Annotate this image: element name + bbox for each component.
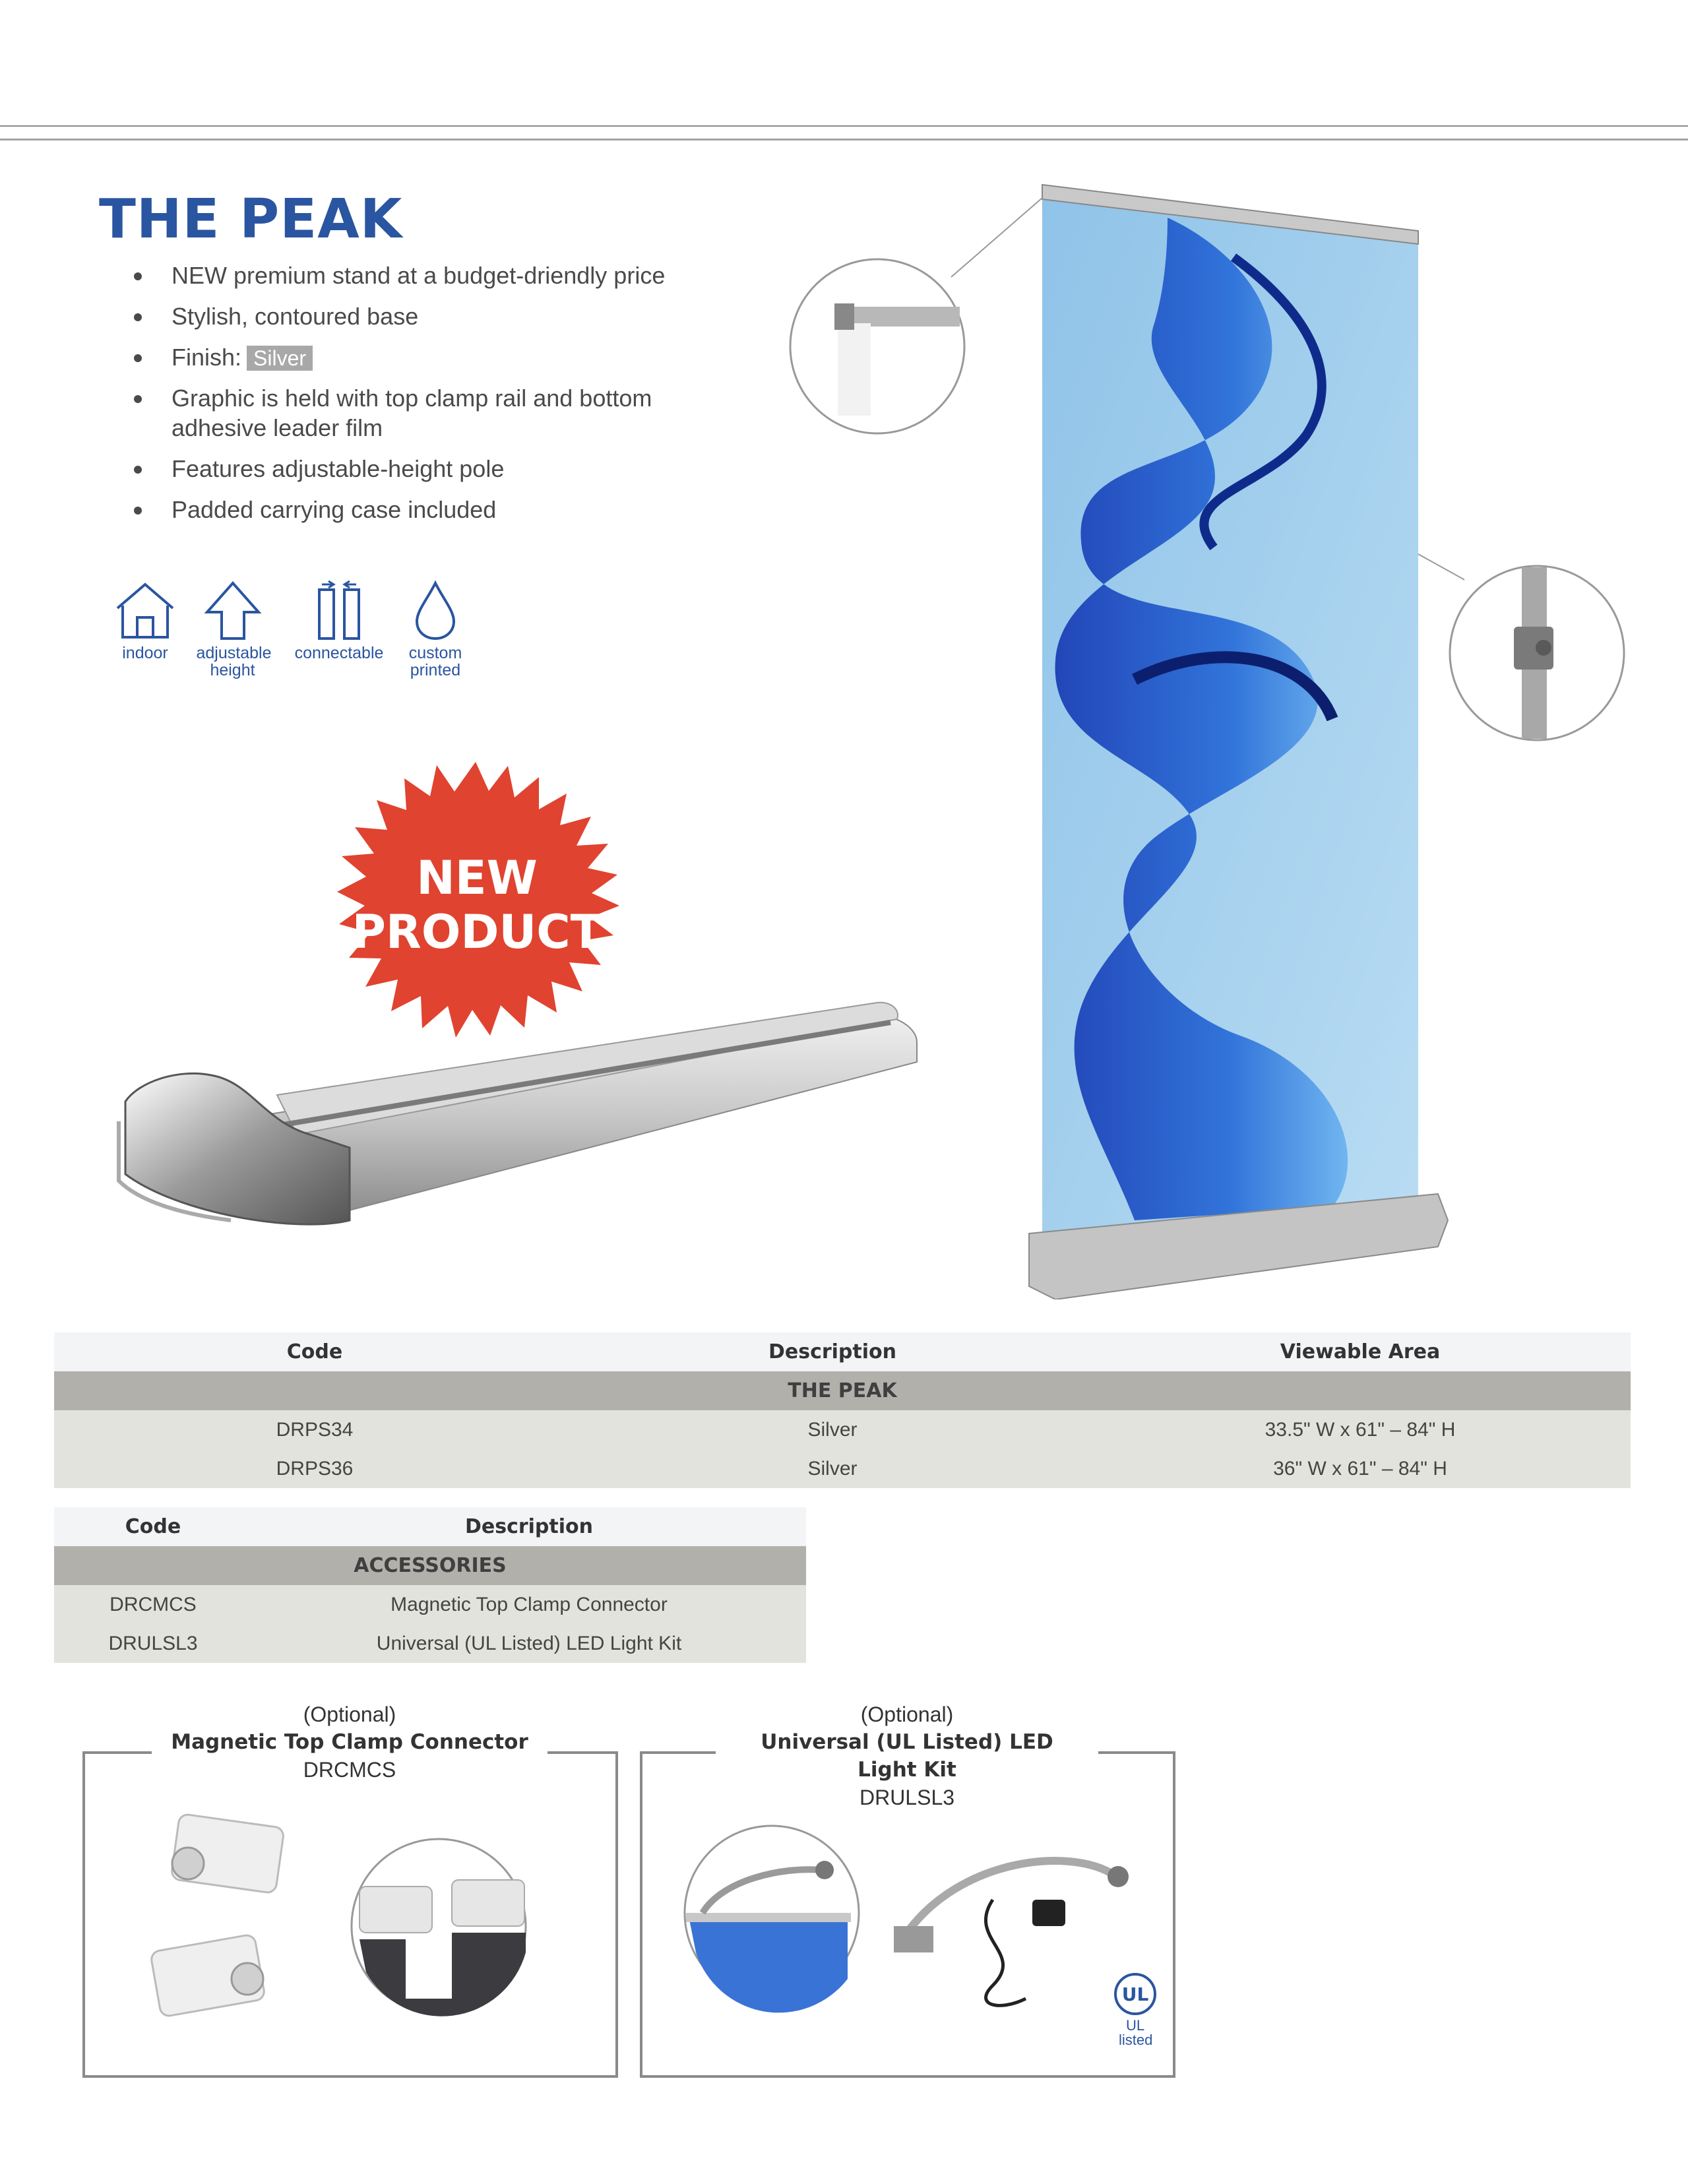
table-row: DRCMCS Magnetic Top Clamp Connector [54, 1585, 806, 1624]
feature-custom-printed: custom printed [396, 579, 475, 679]
table-row: DRPS36 Silver 36" W x 61" – 84" H [54, 1449, 1631, 1488]
finish-chip: Silver [247, 346, 313, 371]
main-spec-table [54, 1332, 1631, 1488]
table-row: DRULSL3 Universal (UL Listed) LED Light Kit [54, 1624, 806, 1663]
badge-line-2: PRODUCT [352, 905, 602, 959]
product-title: THE PEAK [99, 188, 403, 251]
pole-detail-circle [1448, 564, 1626, 742]
ul-listed-badge: UL UL listed [1110, 1972, 1160, 2047]
house-icon [112, 579, 178, 642]
optional-clamp-caption: (Optional) Magnetic Top Clamp Connector DRCMCS [152, 1700, 547, 1784]
feature-bullets [132, 261, 739, 536]
header-description: Description [464, 1515, 594, 1538]
drop-icon [409, 579, 462, 642]
table-section-row [54, 1371, 1631, 1410]
stand-base-image [99, 963, 923, 1253]
top-rule-1 [0, 125, 1688, 127]
header-code: Code [125, 1515, 181, 1538]
up-arrow-icon [203, 579, 263, 642]
badge-line-1: NEW [416, 851, 538, 905]
accessories-table [54, 1507, 806, 1663]
led-light-kit-image [683, 1821, 1171, 2018]
header-description: Description [768, 1340, 897, 1363]
bullet-item: Stylish, contoured base [132, 301, 739, 331]
table-row: DRPS34 Silver 33.5" W x 61" – 84" H [54, 1410, 1631, 1449]
connect-icon [313, 579, 365, 642]
bullet-item: Features adjustable-height pole [132, 454, 739, 484]
table-section-row [54, 1546, 806, 1585]
section-label: THE PEAK [788, 1379, 897, 1402]
table-header-row [54, 1332, 1631, 1371]
clamp-detail-circle [788, 257, 966, 435]
header-code: Code [286, 1340, 343, 1363]
ul-logo-icon [1113, 1972, 1157, 2016]
banner-stand-image [937, 178, 1464, 1299]
top-rule-2 [0, 139, 1688, 140]
feature-connectable: connectable [289, 579, 389, 662]
svg-text:UL: UL [1121, 1983, 1149, 2005]
bullet-item: Padded carrying case included [132, 495, 739, 524]
table-header-row [54, 1507, 806, 1546]
header-viewable-area: Viewable Area [1280, 1340, 1441, 1363]
optional-led-caption: (Optional) Universal (UL Listed) LED Light Kit DRULSL3 [716, 1700, 1098, 1811]
bullet-item: Finish: Silver [132, 342, 739, 372]
clamp-connector-image [142, 1801, 551, 2051]
feature-adjustable: adjustable height [188, 579, 277, 679]
bullet-item: NEW premium stand at a budget-driendly price [132, 261, 739, 290]
bullet-item: Graphic is held with top clamp rail and bottom adhesive leader film [132, 383, 699, 443]
section-label: ACCESSORIES [354, 1554, 507, 1577]
feature-indoor: indoor [106, 579, 185, 662]
